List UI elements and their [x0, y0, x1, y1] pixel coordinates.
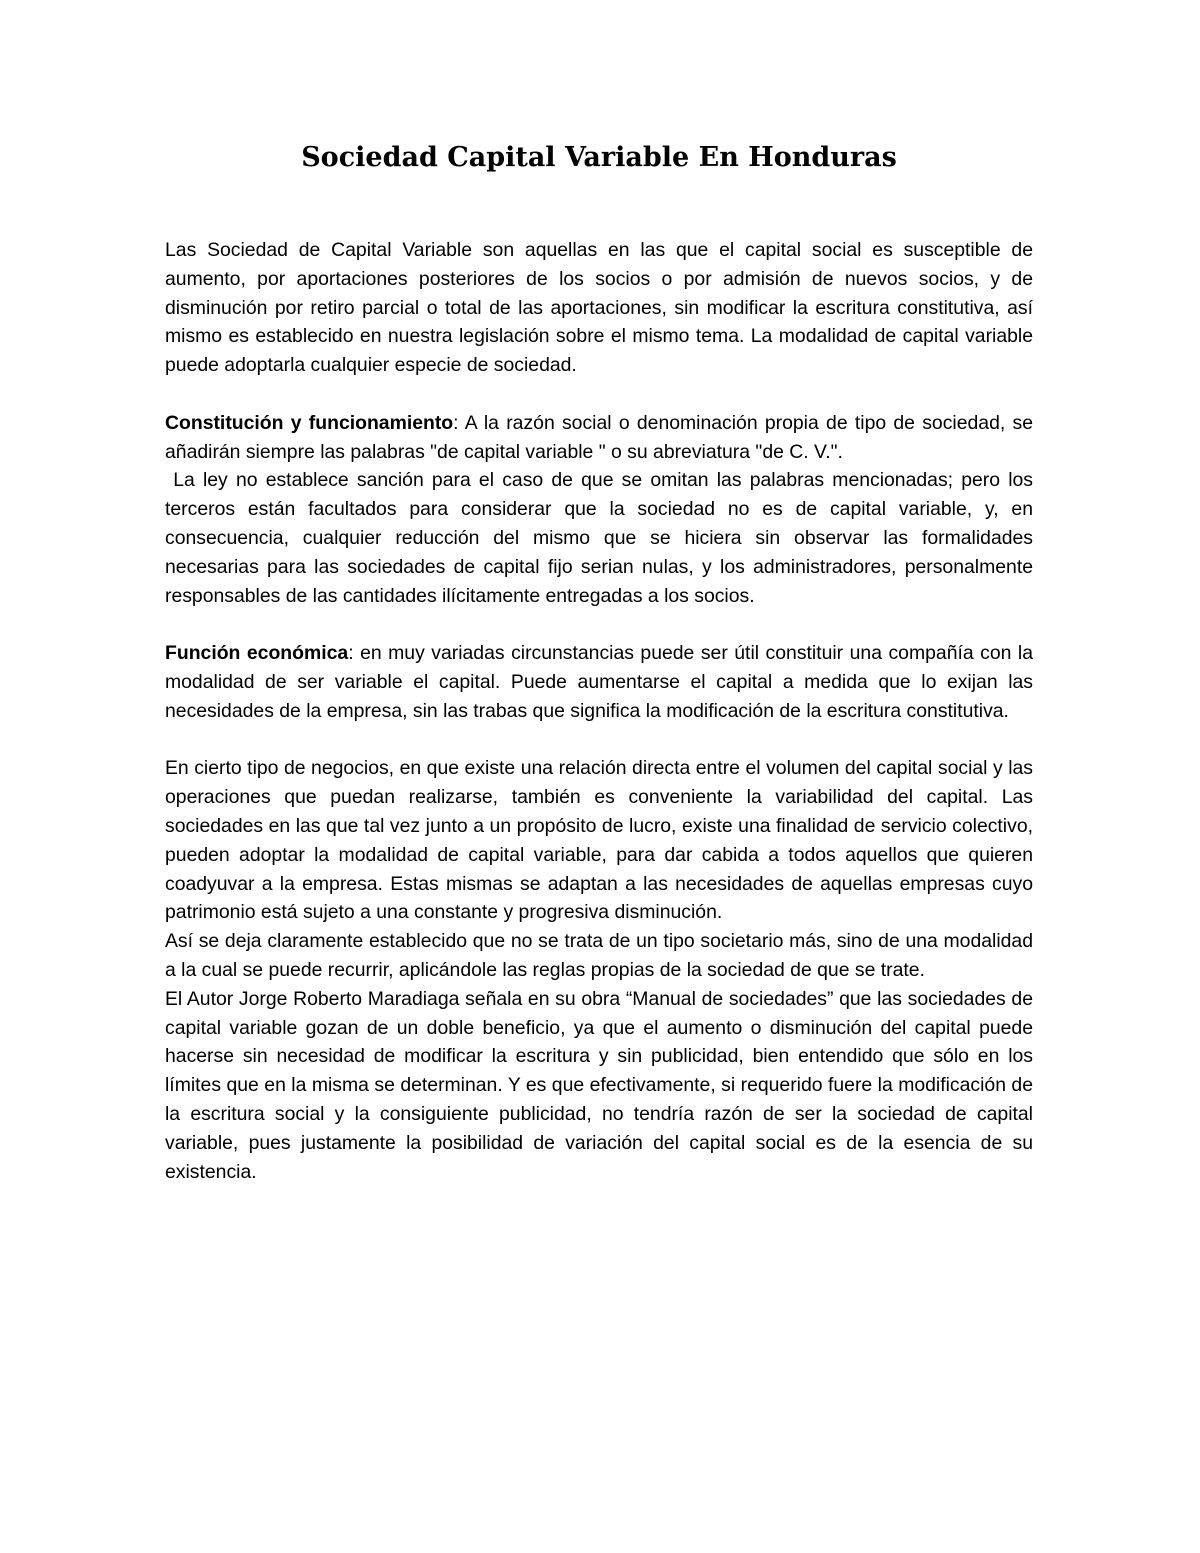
constitucion-heading: Constitución y funcionamiento	[165, 411, 454, 434]
paragraph-spacer	[165, 726, 1033, 755]
paragraph-spacer	[165, 610, 1033, 639]
funcion-heading: Función económica	[165, 642, 349, 665]
sancion-paragraph: La ley no establece sanción para el caso de que se omitan las palabras mencionadas; pero los terceros están facultados para considerar que la sociedad no es de capital variable, y, en consecuencia, cualquier reducción del mismo que se hiciera sin observar las formalidades necesarias para las sociedades de capital fijo serian nulas, y los administradores, personalmente responsables de las cantidades ilícitamente entregadas a los socios.	[165, 469, 1039, 607]
constitucion-paragraph	[165, 409, 1033, 467]
constitucion-separator: :	[453, 411, 459, 434]
funcion-separator: :	[348, 642, 354, 665]
modalidad-paragraph: Así se deja claramente establecido que no se trata de un tipo societario más, sino de una modalidad a la cual se puede recurrir, aplicándole las reglas propias de la sociedad de que se trate.	[165, 930, 1033, 981]
document-title: Sociedad Capital Variable En Honduras	[301, 142, 897, 173]
funcion-text: en muy variadas circunstancias puede ser útil constituir una compañía con la modalidad de ser variable el capital. Puede aumentarse el capital a medida que lo exijan las necesidades de la empresa, sin las trabas que significa la modificación de la escritura constitutiva.	[165, 642, 1033, 722]
paragraph-spacer	[165, 380, 1033, 409]
document-page	[165, 138, 1039, 1186]
intro-paragraph: Las Sociedad de Capital Variable son aquellas en las que el capital social es susceptible de aumento, por aportaciones posteriores de los socios o por admisión de nuevos socios, y de disminución por retiro parcial o total de las aportaciones, sin modificar la escritura constitutiva, así mismo es establecido en nuestra legislación sobre el mismo tema. La modalidad de capital variable puede adoptarla cualquier especie de sociedad.	[165, 239, 1033, 377]
constitucion-text: A la razón social o denominación propia de tipo de sociedad, se añadirán siempre las palabras "de capital variable " o su abreviatura "de C. V.".	[165, 411, 1033, 463]
funcion-paragraph	[165, 639, 1033, 725]
negocios-paragraph: En cierto tipo de negocios, en que existe una relación directa entre el volumen del capital social y las operaciones que puedan realizarse, también es conveniente la variabilidad del capital. Las sociedades en las que tal vez junto a un propósito de lucro, existe una finalidad de servicio colectivo, pueden adoptar la modalidad de capital variable, para dar cabida a todos aquellos que quieren coadyuvar a la empresa. Estas mismas se adaptan a las necesidades de aquellas empresas cuyo patrimonio está sujeto a una constante y progresiva disminución.	[165, 757, 1033, 924]
autor-paragraph: El Autor Jorge Roberto Maradiaga señala en su obra “Manual de sociedades” que las sociedades de capital variable gozan de un doble beneficio, ya que el aumento o disminución del capital puede hacerse sin necesidad de modificar la escritura y sin publicidad, bien entendido que sólo en los límites que en la misma se determinan. Y es que efectivamente, si requerido fuere la modificación de la escritura social y la consiguiente publicidad, no tendría razón de ser la sociedad de capital variable, pues justamente la posibilidad de variación del capital social es de la esencia de su existencia.	[165, 987, 1033, 1183]
